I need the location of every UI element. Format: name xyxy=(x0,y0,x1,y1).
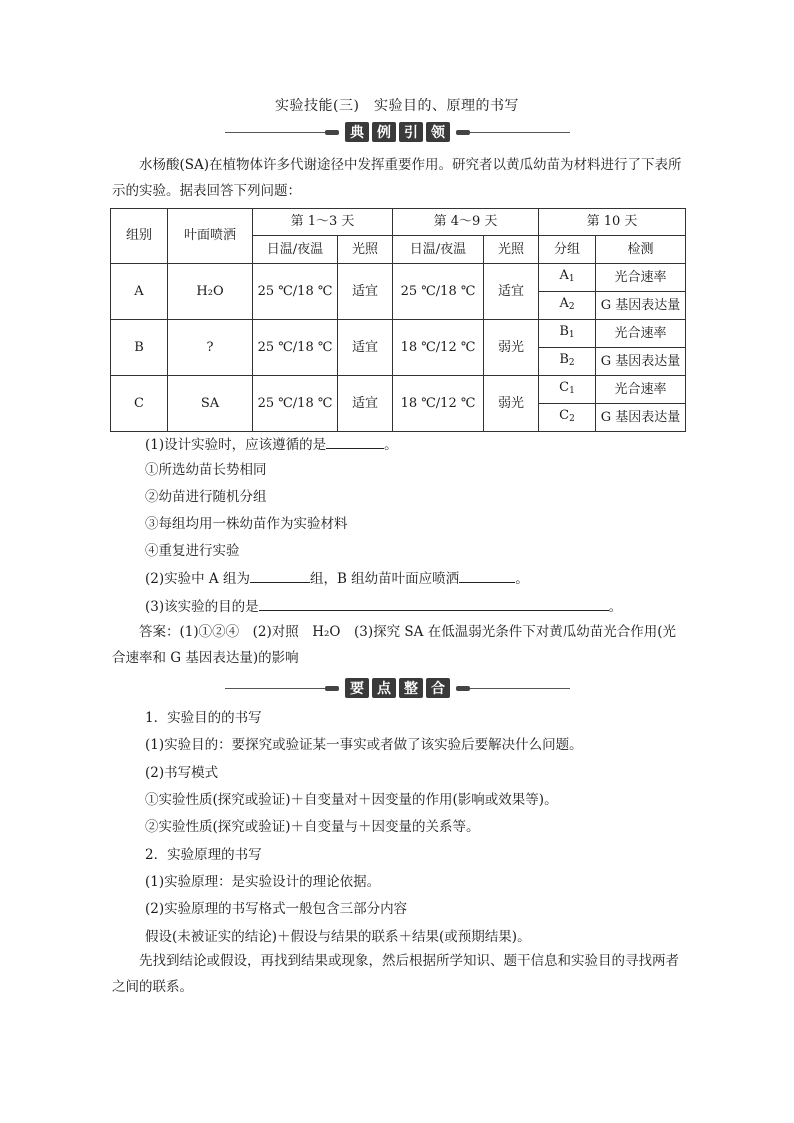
section-2-summary: 先找到结论或假设，再找到结果或现象，然后根据所学知识、题干信息和实验目的寻找两者之间的联系。 xyxy=(112,953,679,995)
banner-char: 领 xyxy=(426,122,450,142)
cell-detect: 光合速率 xyxy=(596,320,686,348)
option-2: ②幼苗进行随机分组 xyxy=(145,489,267,505)
cell-light1: 适宜 xyxy=(338,320,393,376)
question-2: (2)实验中 A 组为 组，B 组幼苗叶面应喷洒 。 xyxy=(145,568,690,589)
cell-subgroup: $A_2$ xyxy=(539,292,596,320)
header-light: 光照 xyxy=(338,236,393,264)
section-1-item-4: ②实验性质(探究或验证)＋自变量与＋因变量的关系等。 xyxy=(145,819,480,835)
header-group: 组别 xyxy=(111,209,168,264)
answer-blank xyxy=(250,568,310,583)
cell-subgroup: $C_1$ xyxy=(539,376,596,404)
cell-spray: ? xyxy=(168,320,253,376)
header-day-10: 第 10 天 xyxy=(539,209,686,236)
cell-temp2: 18 ℃/12 ℃ xyxy=(393,376,484,432)
header-days-1-3: 第 1～3 天 xyxy=(253,209,393,236)
question-1: (1)设计实验时，应该遵循的是 。 xyxy=(145,434,690,455)
answer-blank xyxy=(259,596,609,611)
answer-blank xyxy=(459,568,515,583)
header-light: 光照 xyxy=(484,236,539,264)
header-temp: 日温/夜温 xyxy=(253,236,338,264)
cell-subgroup: $B_2$ xyxy=(539,348,596,376)
option-1: ①所选幼苗长势相同 xyxy=(145,462,267,478)
banner-char: 合 xyxy=(426,678,450,698)
cell-detect: 光合速率 xyxy=(596,376,686,404)
option-4: ④重复进行实验 xyxy=(145,543,240,559)
cell-subgroup: $B_1$ xyxy=(539,320,596,348)
header-temp: 日温/夜温 xyxy=(393,236,484,264)
section-1-item-1: (1)实验目的：要探究或验证某一事实或者做了该实验后要解决什么问题。 xyxy=(145,737,583,753)
header-days-4-9: 第 4～9 天 xyxy=(393,209,539,236)
cell-detect: G 基因表达量 xyxy=(596,348,686,376)
cell-light2: 弱光 xyxy=(484,320,539,376)
cell-subgroup: $A_1$ xyxy=(539,264,596,292)
cell-light1: 适宜 xyxy=(338,376,393,432)
cell-light1: 适宜 xyxy=(338,264,393,320)
option-3: ③每组均用一株幼苗作为实验材料 xyxy=(145,516,348,532)
answer-paragraph: 答案：(1)①②④ (2)对照 H₂O (3)探究 SA 在低温弱光条件下对黄瓜幼苗光合作用(光合速率和 G 基因表达量)的影响 xyxy=(112,624,676,666)
section-2-heading: 2．实验原理的书写 xyxy=(145,847,262,863)
cell-group: B xyxy=(111,320,168,376)
header-subgroup: 分组 xyxy=(539,236,596,264)
cell-spray: H₂O xyxy=(168,264,253,320)
section-banner-key-points xyxy=(225,677,570,699)
header-spray: 叶面喷洒 xyxy=(168,209,253,264)
banner-char: 整 xyxy=(399,678,423,698)
banner-char: 例 xyxy=(372,122,396,142)
cell-temp2: 25 ℃/18 ℃ xyxy=(393,264,484,320)
cell-light2: 适宜 xyxy=(484,264,539,320)
banner-char: 点 xyxy=(372,678,396,698)
cell-temp1: 25 ℃/18 ℃ xyxy=(253,376,338,432)
cell-light2: 弱光 xyxy=(484,376,539,432)
intro-paragraph: 水杨酸(SA)在植物体许多代谢途径中发挥重要作用。研究者以黄瓜幼苗为材料进行了下表所示的实验。据表回答下列问题： xyxy=(112,157,682,199)
section-1-heading: 1．实验目的的书写 xyxy=(145,710,262,726)
section-2-item-2: (2)实验原理的书写格式一般包含三部分内容 xyxy=(145,901,408,917)
banner-char: 要 xyxy=(345,678,369,698)
section-1-item-3: ①实验性质(探究或验证)＋自变量对＋因变量的作用(影响或效果等)。 xyxy=(145,792,558,808)
cell-temp1: 25 ℃/18 ℃ xyxy=(253,264,338,320)
question-3: (3)该实验的目的是 。 xyxy=(145,596,690,617)
section-2-item-3: 假设(未被证实的结论)＋假设与结果的联系＋结果(或预期结果)。 xyxy=(145,929,531,945)
section-2-item-1: (1)实验原理：是实验设计的理论依据。 xyxy=(145,874,381,890)
banner-char: 典 xyxy=(345,122,369,142)
cell-detect: G 基因表达量 xyxy=(596,292,686,320)
banner-char: 引 xyxy=(399,122,423,142)
header-detect: 检测 xyxy=(596,236,686,264)
answer-blank xyxy=(326,434,384,449)
cell-detect: 光合速率 xyxy=(596,264,686,292)
cell-group: C xyxy=(111,376,168,432)
experiment-table xyxy=(110,208,686,432)
section-banner-examples xyxy=(225,121,570,143)
cell-temp2: 18 ℃/12 ℃ xyxy=(393,320,484,376)
section-1-item-2: (2)书写模式 xyxy=(145,765,219,781)
page-title: 实验技能(三) 实验目的、原理的书写 xyxy=(275,98,519,114)
cell-detect: G 基因表达量 xyxy=(596,404,686,432)
cell-spray: SA xyxy=(168,376,253,432)
cell-group: A xyxy=(111,264,168,320)
cell-subgroup: $C_2$ xyxy=(539,404,596,432)
cell-temp1: 25 ℃/18 ℃ xyxy=(253,320,338,376)
